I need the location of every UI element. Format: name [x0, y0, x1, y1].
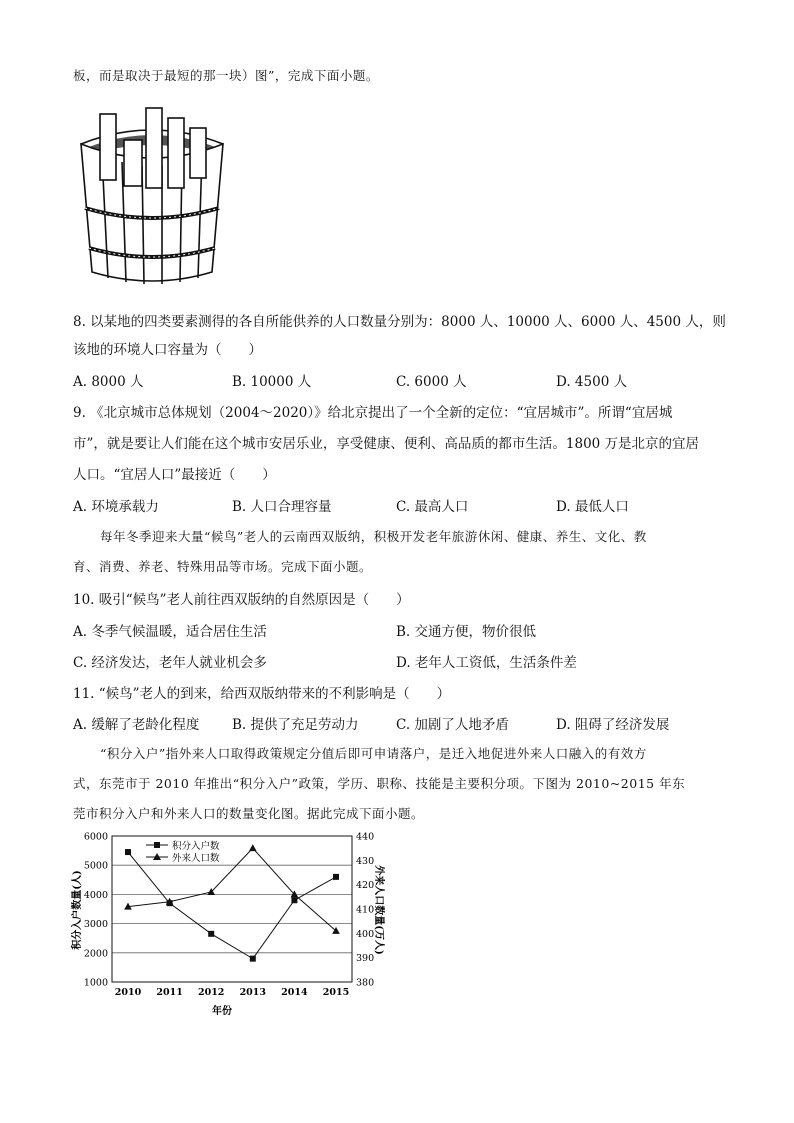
- right-tick-label: 380: [356, 977, 375, 989]
- right-tick-label: 410: [356, 904, 375, 916]
- intro-tail: 板，而是取决于最短的那一块）图”，完成下面小题。: [73, 68, 379, 83]
- right-tick-label: 440: [356, 831, 375, 843]
- data-point-square: [208, 931, 214, 937]
- passage1-line1: 每年冬季迎来大量“候鸟”老人的云南西双版纳，积极开发老年旅游休闲、健康、养生、文化、教: [100, 529, 647, 544]
- left-tick-label: 5000: [83, 860, 108, 872]
- q9-option-c[interactable]: C. 最高人口: [396, 499, 469, 515]
- right-tick-label: 400: [356, 928, 375, 940]
- q11-option-b[interactable]: B. 提供了充足劳动力: [232, 717, 359, 733]
- right-axis-ticks: [356, 832, 374, 989]
- wooden-bucket-illustration: [78, 104, 226, 286]
- q9-option-a[interactable]: A. 环境承载力: [73, 499, 159, 515]
- plot-frame: [112, 836, 352, 982]
- left-tick-label: 3000: [83, 919, 108, 931]
- q10-option-a[interactable]: A. 冬季气候温暖，适合居住生活: [73, 624, 267, 640]
- q8-option-c[interactable]: C. 6000 人: [396, 374, 467, 390]
- passage2-line3: 莞市积分入户和外来人口的数量变化图。据此完成下面小题。: [73, 806, 425, 821]
- data-point-square: [333, 874, 339, 880]
- q11-option-c[interactable]: C. 加剧了人地矛盾: [396, 717, 509, 733]
- q10-option-d[interactable]: D. 老年人工资低，生活条件差: [396, 655, 577, 671]
- q9-option-b[interactable]: B. 人口合理容量: [232, 499, 332, 515]
- q10-option-c[interactable]: C. 经济发达，老年人就业机会多: [73, 655, 267, 671]
- x-tick-label: 2010: [114, 987, 142, 998]
- x-axis-label: 年份: [212, 1006, 232, 1017]
- right-tick-label: 430: [356, 855, 375, 867]
- right-tick-label: 390: [356, 953, 375, 965]
- q11-option-d[interactable]: D. 阻碍了经济发展: [556, 717, 670, 733]
- chart-grid: [112, 836, 352, 982]
- series-layer: [124, 844, 340, 961]
- data-point-triangle: [249, 844, 257, 851]
- x-tick-label: 2013: [239, 987, 267, 998]
- left-axis-ticks: [84, 832, 108, 989]
- legend-square-marker: [154, 842, 160, 848]
- x-tick-label: 2015: [322, 987, 350, 998]
- left-tick-label: 4000: [83, 889, 108, 901]
- passage2-line1: “积分入户”指外来人口取得政策规定分值后即可申请落户，是迁入地促进外来人口融入的有效方: [100, 746, 647, 761]
- population-chart: [68, 826, 388, 1021]
- q8-option-a[interactable]: A. 8000 人: [73, 374, 144, 390]
- left-tick-label: 2000: [83, 948, 108, 960]
- left-tick-label: 1000: [83, 977, 108, 989]
- series-line-2: [128, 848, 336, 931]
- x-tick-label: 2011: [156, 987, 183, 998]
- left-axis-label: 积分入户数量(人): [72, 870, 83, 950]
- right-tick-label: 420: [356, 880, 375, 892]
- q9-stem-line1: 9. 《北京城市总体规划（2004～2020）》给北京提出了一个全新的定位：“宜居城市”。所谓“宜居城: [73, 405, 673, 421]
- x-axis-ticks: [115, 987, 349, 998]
- series-line-1: [128, 852, 336, 959]
- q10-stem: 10. 吸引“候鸟”老人前往西双版纳的自然原因是（ ）: [73, 592, 410, 608]
- data-point-square: [291, 897, 297, 903]
- legend-series-2: 外来人口数: [172, 853, 220, 864]
- legend-series-1: 积分入户数: [172, 841, 220, 852]
- q10-option-b[interactable]: B. 交通方便，物价很低: [396, 624, 537, 640]
- data-point-square: [125, 849, 131, 855]
- passage2-line2: 式，东莞市于 2010 年推出“积分入户”政策，学历、职称、技能是主要积分项。下图为 2010~2015 年东: [73, 776, 686, 791]
- chart-legend: [146, 840, 220, 864]
- q9-stem-line3: 人口。“宜居人口”最接近（ ）: [73, 467, 276, 483]
- q9-stem-line2: 市”，就是要让人们能在这个城市安居乐业，享受健康、便利、高品质的都市生活。1800 万是北京的宜居: [73, 436, 700, 452]
- x-tick-label: 2012: [197, 987, 225, 998]
- q11-stem: 11. “候鸟”老人的到来，给西双版纳带来的不利影响是（ ）: [73, 686, 451, 702]
- q8-stem-line2: 该地的环境人口容量为（ ）: [73, 342, 262, 358]
- passage1-line2: 育、消费、养老、特殊用品等市场。完成下面小题。: [73, 559, 373, 574]
- q8-option-d[interactable]: D. 4500 人: [556, 374, 628, 390]
- x-tick-label: 2014: [281, 987, 308, 998]
- q11-option-a[interactable]: A. 缓解了老龄化程度: [73, 717, 200, 733]
- q8-option-b[interactable]: B. 10000 人: [232, 374, 312, 390]
- data-point-square: [250, 956, 256, 962]
- left-tick-label: 6000: [83, 831, 108, 843]
- right-axis-label: 外来人口数量(万人): [373, 865, 384, 955]
- q9-option-d[interactable]: D. 最低人口: [556, 499, 629, 515]
- q8-stem-line1: 8. 以某地的四类要素测得的各自所能供养的人口数量分别为：8000 人、10000 人、6000 人、4500 人，则: [73, 314, 726, 330]
